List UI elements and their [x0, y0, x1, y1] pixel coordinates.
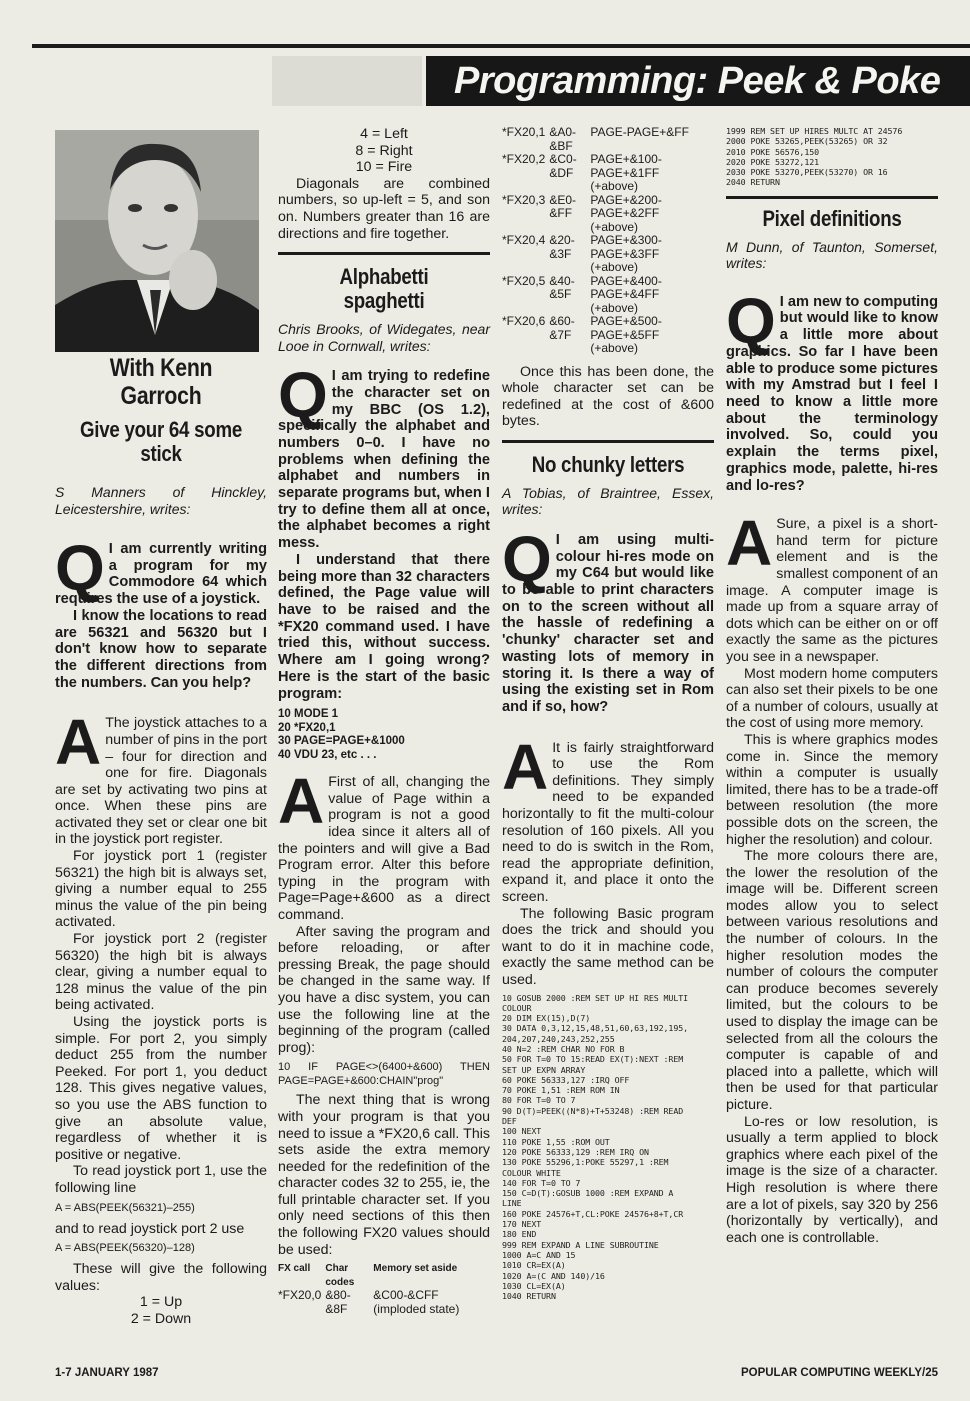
table-cell: *FX20,0 — [278, 1288, 322, 1303]
footer-page: POPULAR COMPUTING WEEKLY/25 — [740, 1367, 938, 1379]
footer-date: 1-7 JANUARY 1987 — [55, 1367, 159, 1379]
answer-paragraph: and to read joystick port 2 use — [55, 1220, 245, 1237]
top-rule — [32, 44, 970, 48]
answer-paragraph: A The joystick attaches to a number of pins in the port – four for direction and one for fire. Diagonals are set by activating two pins at once. When these pins are activated they set or clear one bit in the joystick port register. — [55, 706, 267, 848]
answer-paragraph: A It is fairly straightforward to use the Rom definitions. They simply need to be expanded horizontally to fit the multi-colour resolution of 160 pixels. All you need to do is switch in the Rom, read the appropriate definition, expand it, and place it onto the screen. — [502, 730, 714, 905]
answer-paragraph: To read joystick port 1, use the following line — [55, 1163, 267, 1196]
q-dropcap: Q — [502, 522, 552, 595]
table-header: FX call — [278, 1263, 311, 1275]
table-cell: PAGE+&300-PAGE+&3FF (+above) — [590, 233, 662, 274]
article-headline: No chunky letters — [531, 451, 685, 477]
table-cell: *FX20,6 — [502, 314, 546, 328]
q-dropcap: Q — [278, 359, 328, 432]
answer-paragraph: The following Basic program does the trick and should you want to do it in machine code, exactly the same method can be used. — [502, 905, 714, 988]
section-rule — [502, 440, 714, 443]
column-title: With Kenn Garroch — [109, 354, 213, 410]
value-line: 10 = Fire — [355, 159, 413, 176]
question-text-2: I understand that there being more than 32 characters defined, the Page value will have to be raised and the *FX20 command used. I have tried this, without success. Where am I going wrong? Here is the start of the basic program: — [278, 551, 490, 702]
column-2 — [278, 126, 490, 1316]
code-formula: A = ABS(PEEK(56320)–128) — [55, 1242, 195, 1255]
answer-paragraph: This is where graphics modes come in. Since the memory within a computer is usually limited, there has to be a trade-off between resolution (the more possible dots on the screen, the higher the resolution) and colour. — [726, 731, 938, 848]
table-cell: *FX20,4 — [502, 233, 546, 247]
article-byline: Chris Brooks, of Widegates, near Looe in Cornwall, writes: — [278, 321, 490, 354]
a-dropcap: A — [55, 706, 102, 779]
answer-paragraph: Lo-res or low resolution, is usually a term applied to block graphics where each pixel of the image is the size of a character. High resolution is where there are a lot of pixels, say 320 by 256 (horizontally by vertically), and each one is controllable. — [726, 1113, 938, 1246]
answer-paragraph: A First of all, changing the value of Page within a program is not a good idea since it alters all of the pointers and will give a Bad Program error. Alter this before typing in the program with Page=Page+&600 as a direct command. — [278, 765, 490, 923]
answer-paragraph: The next thing that is wrong with your program is that you need to issue a *FX20,6 call. This sets aside the extra memory needed for the redefinition of the character codes 32 to 255, ie, the full printable character set. If you only need sections of this then the following FX20 values should be used: — [278, 1092, 490, 1258]
code-listing: 10 GOSUB 2000 :REM SET UP HI RES MULTI COLOUR 20 DIM EX(15),D(7) 30 DATA 0,3,12,15,48,51,60,63,192,195, 204,207,240,243,252,255 40 N=2 :REM CHAR NO FOR B 50 FOR T=0 TO 15:READ EX(T):NEXT :REM SET UP EXPN ARRAY 60 POKE 56333,127 :IRQ OFF 70 POKE 1,51 :REM ROM IN 80 FOR T=0 TO 7 90 D(T)=PEEK((N*8)+T+53248) :REM READ DEF 100 NEXT 110 POKE 1,55 :ROM OUT 120 POKE 56333,129 :REM IRQ ON 130 POKE 55296,1:POKE 55297,1 :REM COLOUR WHITE 140 FOR T=0 TO 7 150 C=D(T):GOSUB 1000 :REM EXPAND A LINE 160 POKE 24576+T,CL:POKE 24576+8+T,CR 170 NEXT 180 END 999 REM EXPAND A LINE SUBROUTINE 1000 A=C AND 15 1010 CR=EX(A) 1020 A=(C AND 140)/16 1030 CL=EX(A) 1040 RETURN — [502, 992, 689, 1302]
answer-paragraph: For joystick port 2 (register 56320) the high bit is always clear, giving a number equal to 128 minus the value of the pin being activated. — [55, 931, 267, 1014]
question-text: Q I am trying to redefine the character set on my BBC (OS 1.2), specifically the alphabet and numbers 0–0. I have no problems when defining the alphabet and numbers in separate programs but, when I try to define them all at once, the alphabet becomes a right mess. — [278, 359, 490, 552]
background-graphic — [272, 56, 422, 106]
table-row — [502, 194, 714, 235]
article-byline: A Tobias, of Braintree, Essex, writes: — [502, 484, 714, 518]
table-cell: &80-&8F — [325, 1288, 351, 1316]
article-byline: M Dunn, of Taunton, Somerset, writes: — [726, 238, 938, 272]
table-cell: PAGE+&200-PAGE+&2FF (+above) — [590, 192, 662, 234]
table-row — [502, 234, 714, 275]
table-cell: PAGE+&100-PAGE+&1FF (+above) — [590, 152, 662, 193]
q-dropcap: Q — [726, 284, 776, 357]
table-row — [502, 315, 714, 356]
fx-table-continued — [502, 126, 714, 356]
table-row — [502, 275, 714, 316]
a-dropcap: A — [502, 730, 549, 803]
question-text: Q I am using multi-colour hi-res mode on my C64 but would like to be able to print characters on to the screen without all the hassle of redefining a 'chunky' character set and wasting lots of memory in storing it. Is there a way of using the existing set in Rom and if so, how? — [502, 522, 714, 715]
code-formula: 10 IF PAGE<>(6400+&600) THEN PAGE=PAGE+&600:CHAIN"prog" — [278, 1061, 490, 1088]
table-cell: PAGE-PAGE+&FF — [590, 125, 689, 139]
table-row — [278, 1289, 490, 1316]
question-text-2: I know the locations to read are 56321 and 56320 but I don't know how to separate the different directions from the numbers. Can you help? — [55, 607, 267, 691]
answer-paragraph: Most modern home computers can also set their pixels to be one of a number of colours, usually at the cost of using more memory. — [726, 665, 938, 732]
column-3 — [502, 126, 714, 1301]
column-1 — [55, 354, 267, 1328]
table-cell: *FX20,3 — [502, 192, 546, 207]
fx-table — [278, 1262, 490, 1316]
answer-paragraph: The more colours there are, the lower the resolution of the image will be. Different screen modes allow you to select between various resolutions and the number of colours. In the higher resolution modes the number of colours the computer can produce becomes severely limited, but the colours to be used to display the image can be selected from all the colours the computer is capable of and placed into a pallette, which will then be used for that particular picture. — [726, 848, 938, 1113]
value-line: 4 = Left — [360, 126, 408, 142]
column-4 — [726, 126, 938, 1246]
article-headline: Pixel definitions — [762, 205, 902, 231]
table-cell: &C00-&CFF (imploded state) — [373, 1288, 460, 1316]
code-line: 20 *FX20,1 — [278, 721, 336, 734]
code-formula: A = ABS(PEEK(56321)–255) — [55, 1201, 195, 1214]
section-rule — [726, 196, 938, 199]
code-line: 30 PAGE=PAGE+&1000 — [278, 735, 405, 748]
author-photo — [55, 130, 259, 352]
code-line: 40 VDU 23, etc . . . — [278, 748, 377, 761]
table-row — [502, 153, 714, 194]
question-text: Q I am currently writing a program for my Commodore 64 which requires the use of a joystick. — [55, 532, 267, 608]
table-header: Char codes — [325, 1263, 355, 1288]
answer-paragraph: These will give the following values: — [55, 1261, 267, 1294]
article-headline: Give your 64 some stick — [80, 417, 242, 466]
table-cell: &C0-&DF — [549, 152, 577, 180]
table-header: Memory set aside — [373, 1263, 458, 1275]
table-row — [502, 126, 714, 153]
value-line: 1 = Up — [139, 1294, 183, 1311]
value-line: 2 = Down — [130, 1310, 192, 1327]
answer-paragraph: For joystick port 1 (register 56321) the high bit is always set, giving a number equal to 255 minus the value of the pin being activated. — [55, 848, 267, 931]
answer-paragraph: After saving the program and before reloading, or after pressing Break, the page should be changed in the same way. If you have a disc system, you can use the following line at the beginning of the program (called prog): — [278, 923, 490, 1056]
table-cell: &E0-&FF — [549, 192, 577, 220]
table-cell: &A0-&BF — [549, 125, 577, 153]
section-rule — [278, 252, 490, 255]
table-cell: &40-&5F — [549, 273, 575, 301]
article-byline: S Manners of Hinckley, Leicestershire, writes: — [55, 484, 267, 517]
page-banner-title: Programming: Peek & Poke — [426, 56, 970, 106]
a-dropcap: A — [726, 507, 773, 580]
table-cell: PAGE+&500-PAGE+&5FF (+above) — [590, 314, 662, 355]
answer-paragraph: A Sure, a pixel is a short-hand term for picture element and is the smallest component of an image. A computer image is made up from a square array of dots which can be either on or off exactly the same as the pictures you see in a newspaper. — [726, 507, 938, 665]
table-cell: *FX20,2 — [502, 152, 546, 166]
answer-paragraph: Using the joystick ports is simple. For port 2, you simply deduct 255 from the number Peeked. For port 1, you deduct 128. This gives negative values, so you use the ABS function to give an absolute value, regardless of whether it is positive or negative. — [55, 1014, 267, 1163]
article-headline: Alphabetti spaghetti — [339, 264, 429, 314]
table-cell: &20-&3F — [549, 233, 575, 261]
table-cell: PAGE+&400-PAGE+&4FF (+above) — [590, 273, 662, 315]
answer-paragraph: Once this has been done, the whole character set can be redefined at the cost of &600 bytes. — [502, 363, 714, 430]
table-cell: *FX20,1 — [502, 125, 546, 139]
question-text: Q I am new to computing but would like to know a little more about graphics. So far I have been able to produce some pictures with my Amstrad but I feel I need to know a little more about the terminology involved. So, could you explain the terms pixel, graphics mode, palette, hi-res and lo-res? — [726, 284, 938, 494]
answer-paragraph: Diagonals are combined numbers, so up-left = 5, and son on. Numbers greater than 16 are directions and fire together. — [278, 175, 490, 242]
q-dropcap: Q — [55, 532, 105, 604]
a-dropcap: A — [278, 765, 325, 838]
code-line: 10 MODE 1 — [278, 708, 339, 721]
table-cell: *FX20,5 — [502, 273, 546, 288]
value-line: 8 = Right — [355, 142, 413, 159]
code-listing: 1999 REM SET UP HIRES MULTC AT 24576 2000 POKE 53265,PEEK(53265) OR 32 2010 POKE 56576,150 2020 POKE 53272,121 2030 POKE 53270,PEEK(53270) OR 16 2040 RETURN — [726, 126, 903, 188]
table-cell: &60-&7F — [549, 314, 575, 342]
